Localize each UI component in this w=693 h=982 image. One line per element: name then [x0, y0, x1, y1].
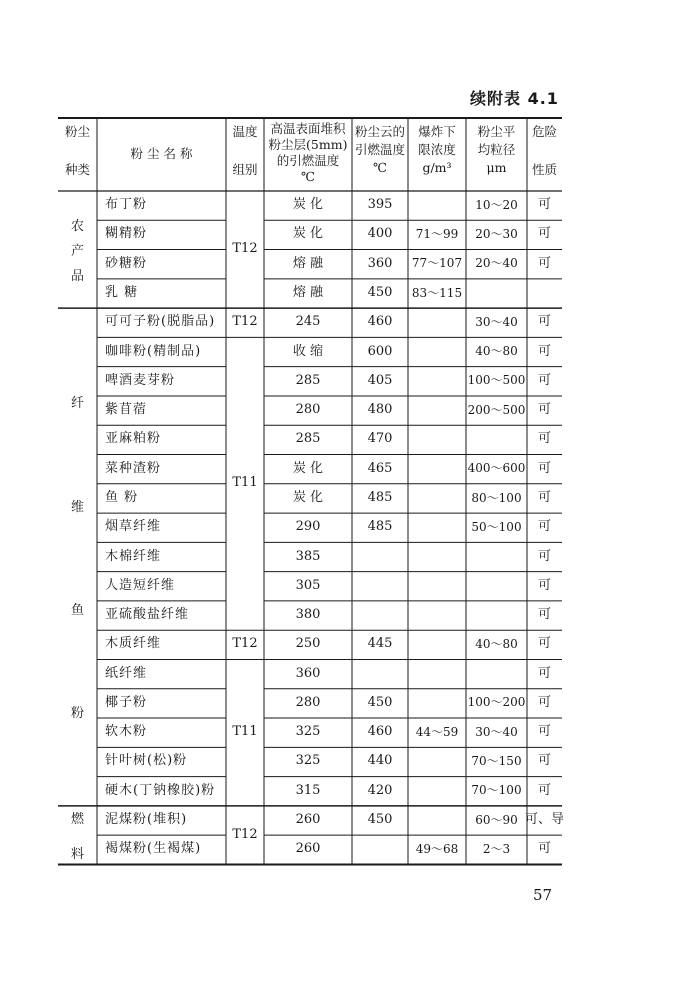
surface-ignition-temp: 380 — [295, 607, 321, 623]
cloud-ignition-temp: 485 — [367, 489, 393, 505]
hazard-type: 可 — [537, 226, 551, 242]
cloud-ignition-temp — [352, 835, 408, 864]
surface-ignition-temp: 325 — [295, 753, 321, 769]
particle-size: 100～200 — [467, 695, 526, 710]
hazard-type: 可 — [537, 724, 551, 740]
header-line: 粉 尘 名 称 — [130, 146, 193, 161]
temperature-group: T12 — [232, 314, 258, 330]
hazard-type: 可 — [537, 607, 551, 623]
surface-ignition-temp: 炭 化 — [292, 460, 324, 476]
header-line: g/m³ — [422, 160, 452, 175]
particle-size — [466, 601, 527, 630]
particle-size: 60～90 — [475, 812, 518, 827]
lower-explosion-limit — [408, 747, 466, 776]
header-line: 种类 — [64, 162, 90, 177]
surface-ignition-temp: 熔 融 — [292, 284, 324, 300]
hazard-type: 可 — [537, 372, 551, 388]
category-char: 鱼 — [70, 603, 84, 619]
hazard-type: 可 — [537, 782, 551, 798]
particle-size — [466, 659, 527, 688]
surface-ignition-temp: 360 — [295, 665, 321, 681]
category-label — [58, 806, 97, 865]
dust-name: 人造短纤维 — [105, 577, 176, 593]
surface-ignition-temp: 熔 融 — [292, 255, 324, 271]
lower-explosion-limit — [408, 425, 466, 454]
cloud-ignition-temp: 445 — [367, 636, 393, 652]
surface-ignition-temp: 245 — [295, 314, 321, 330]
lower-explosion-limit — [408, 601, 466, 630]
dust-name: 亚麻粕粉 — [105, 431, 162, 447]
category-char: 料 — [70, 847, 84, 863]
lower-explosion-limit: 83～115 — [411, 285, 463, 300]
hazard-type: 可 — [537, 753, 551, 769]
header-line: ℃ — [373, 160, 387, 175]
dust-name: 针叶树(松)粉 — [105, 753, 188, 769]
header-line: 爆炸下 — [418, 124, 456, 139]
temperature-group: T11 — [232, 724, 258, 740]
header-name — [97, 146, 226, 162]
lower-explosion-limit — [408, 191, 466, 220]
header-group — [226, 124, 264, 178]
surface-ignition-temp: 315 — [295, 782, 321, 798]
particle-size: 80～100 — [471, 490, 522, 505]
particle-size — [466, 572, 527, 601]
cloud-ignition-temp: 600 — [367, 343, 393, 359]
hazard-type: 可 — [537, 431, 551, 447]
hazard-type — [527, 279, 562, 308]
lower-explosion-limit — [408, 659, 466, 688]
particle-size — [466, 425, 527, 454]
dust-name: 鱼 粉 — [105, 489, 139, 505]
header-cloud-temp — [352, 124, 408, 176]
lower-explosion-limit — [408, 396, 466, 425]
header-line: 粉尘层(5mm) — [268, 137, 348, 152]
dust-name: 软木粉 — [105, 724, 148, 740]
particle-size: 30～40 — [475, 314, 518, 329]
dust-name: 菜种渣粉 — [105, 460, 162, 476]
lower-explosion-limit — [408, 777, 466, 806]
category-char: 农 — [70, 219, 84, 235]
cloud-ignition-temp: 395 — [367, 197, 393, 213]
particle-size: 30～40 — [475, 724, 518, 739]
cloud-ignition-temp: 460 — [367, 314, 393, 330]
surface-ignition-temp: 260 — [295, 812, 321, 828]
lower-explosion-limit — [408, 572, 466, 601]
surface-ignition-temp: 280 — [295, 402, 321, 418]
particle-size — [466, 279, 527, 308]
category-label — [58, 308, 97, 806]
dust-name: 糊精粉 — [105, 226, 148, 242]
header-line: 组别 — [232, 162, 258, 177]
header-category — [58, 124, 97, 178]
lower-explosion-limit — [408, 542, 466, 571]
particle-size: 400～600 — [467, 461, 526, 476]
hazard-type: 可 — [537, 841, 551, 857]
hazard-type: 可 — [537, 197, 551, 213]
cloud-ignition-temp: 470 — [367, 431, 393, 447]
surface-ignition-temp: 285 — [295, 431, 321, 447]
particle-size: 40～80 — [475, 636, 518, 651]
lower-explosion-limit — [408, 308, 466, 337]
particle-size: 20～40 — [475, 256, 518, 271]
lower-explosion-limit: 71～99 — [415, 227, 459, 241]
header-line: 性质 — [531, 162, 557, 177]
hazard-type: 可 — [537, 577, 551, 593]
cloud-ignition-temp: 400 — [367, 226, 393, 242]
particle-size — [466, 542, 527, 571]
lower-explosion-limit — [408, 806, 466, 835]
particle-size: 20～30 — [475, 227, 518, 241]
hazard-type: 可 — [537, 694, 551, 710]
surface-ignition-temp: 炭 化 — [292, 489, 324, 505]
dust-name: 亚硫酸盐纤维 — [105, 607, 190, 623]
table-title: 续附表 4.1 — [470, 89, 559, 108]
category-char: 燃 — [70, 812, 84, 828]
surface-ignition-temp: 炭 化 — [292, 226, 324, 242]
surface-ignition-temp: 385 — [295, 548, 321, 564]
dust-name: 硬木(丁钠橡胶)粉 — [105, 782, 216, 798]
hazard-type: 可 — [537, 636, 551, 652]
lower-explosion-limit — [408, 630, 466, 659]
surface-ignition-temp: 325 — [295, 724, 321, 740]
surface-ignition-temp: 炭 化 — [292, 197, 324, 213]
lower-explosion-limit — [408, 455, 466, 484]
page-number: 57 — [533, 886, 553, 904]
category-char: 品 — [70, 269, 84, 285]
dust-name: 啤酒麦芽粉 — [105, 372, 176, 388]
dust-name: 泥煤粉(堆积) — [105, 812, 188, 828]
lower-explosion-limit — [408, 367, 466, 396]
cloud-ignition-temp: 465 — [367, 460, 393, 476]
cloud-ignition-temp: 450 — [367, 284, 393, 300]
dust-name: 咖啡粉(精制品) — [105, 343, 202, 359]
hazard-type: 可 — [537, 314, 551, 330]
hazard-type: 可 — [537, 255, 551, 271]
cloud-ignition-temp: 360 — [367, 255, 393, 271]
particle-size: 100～500 — [467, 373, 526, 388]
dust-name: 褐煤粉(生褐煤) — [105, 841, 202, 857]
lower-explosion-limit — [408, 337, 466, 366]
lower-explosion-limit: 44～59 — [415, 724, 459, 739]
category-char: 产 — [70, 244, 84, 260]
cloud-ignition-temp: 485 — [367, 519, 393, 535]
cloud-ignition-temp: 420 — [367, 782, 393, 798]
cloud-ignition-temp: 450 — [367, 694, 393, 710]
temperature-group: T12 — [232, 826, 258, 842]
header-surface-temp — [264, 121, 352, 185]
temperature-group: T12 — [232, 636, 258, 652]
surface-ignition-temp: 250 — [295, 636, 321, 652]
temperature-group: T11 — [232, 475, 258, 491]
dust-name: 布丁粉 — [105, 197, 148, 213]
cloud-ignition-temp — [352, 542, 408, 571]
cloud-ignition-temp: 480 — [367, 402, 393, 418]
temperature-group: T12 — [232, 241, 258, 257]
dust-name: 砂糖粉 — [105, 255, 148, 271]
lower-explosion-limit: 49～68 — [415, 841, 459, 856]
category-char: 纤 — [70, 396, 84, 412]
header-line: μm — [486, 160, 507, 175]
hazard-type: 可、导 — [525, 812, 565, 828]
header-particle-size — [466, 124, 527, 176]
cloud-ignition-temp — [352, 601, 408, 630]
dust-name: 木棉纤维 — [105, 548, 162, 564]
hazard-type: 可 — [537, 343, 551, 359]
header-line: ℃ — [301, 169, 315, 184]
particle-size: 200～500 — [467, 402, 526, 417]
particle-size: 70～150 — [471, 754, 522, 769]
category-char: 粉 — [70, 706, 84, 722]
particle-size: 2～3 — [482, 841, 511, 856]
particle-size: 70～100 — [471, 783, 522, 798]
category-char: 维 — [70, 499, 84, 515]
header-line: 危险 — [531, 124, 557, 139]
cloud-ignition-temp: 450 — [367, 812, 393, 828]
particle-size: 40～80 — [475, 344, 518, 359]
hazard-type: 可 — [537, 460, 551, 476]
header-line: 粉尘平 — [477, 124, 516, 139]
lower-explosion-limit — [408, 689, 466, 718]
surface-ignition-temp: 收 缩 — [292, 343, 324, 359]
hazard-type: 可 — [537, 402, 551, 418]
surface-ignition-temp: 290 — [295, 519, 321, 535]
lower-explosion-limit — [408, 484, 466, 513]
surface-ignition-temp: 280 — [295, 694, 321, 710]
header-line: 粉尘 — [64, 124, 90, 139]
lower-explosion-limit: 77～107 — [411, 256, 463, 271]
hazard-type: 可 — [537, 665, 551, 681]
hazard-type: 可 — [537, 548, 551, 564]
header-line: 引燃温度 — [354, 142, 405, 157]
dust-name: 烟草纤维 — [105, 519, 162, 535]
header-hazard — [527, 124, 562, 178]
hazard-type: 可 — [537, 519, 551, 535]
hazard-type: 可 — [537, 489, 551, 505]
cloud-ignition-temp: 460 — [367, 724, 393, 740]
header-line: 的引燃温度 — [276, 153, 340, 168]
dust-name: 纸纤维 — [105, 665, 148, 681]
surface-ignition-temp: 260 — [295, 841, 321, 857]
category-label — [58, 191, 97, 308]
dust-name: 椰子粉 — [105, 694, 148, 710]
cloud-ignition-temp: 440 — [367, 753, 393, 769]
header-line: 粉尘云的 — [354, 124, 405, 139]
surface-ignition-temp: 305 — [295, 577, 321, 593]
dust-name: 紫苜蓿 — [105, 402, 148, 418]
header-lel — [408, 124, 466, 176]
dust-name: 乳 糖 — [105, 284, 139, 300]
particle-size: 50～100 — [471, 519, 522, 534]
dust-name: 木质纤维 — [105, 636, 162, 652]
header-line: 温度 — [232, 124, 258, 139]
header-line: 高温表面堆积 — [270, 121, 346, 136]
dust-name: 可可子粉(脱脂品) — [105, 314, 216, 330]
cloud-ignition-temp — [352, 659, 408, 688]
surface-ignition-temp: 285 — [295, 372, 321, 388]
lower-explosion-limit — [408, 513, 466, 542]
cloud-ignition-temp — [352, 572, 408, 601]
header-line: 均粒径 — [477, 142, 516, 157]
cloud-ignition-temp: 405 — [367, 372, 393, 388]
header-line: 限浓度 — [418, 142, 456, 157]
particle-size: 10～20 — [475, 197, 518, 212]
